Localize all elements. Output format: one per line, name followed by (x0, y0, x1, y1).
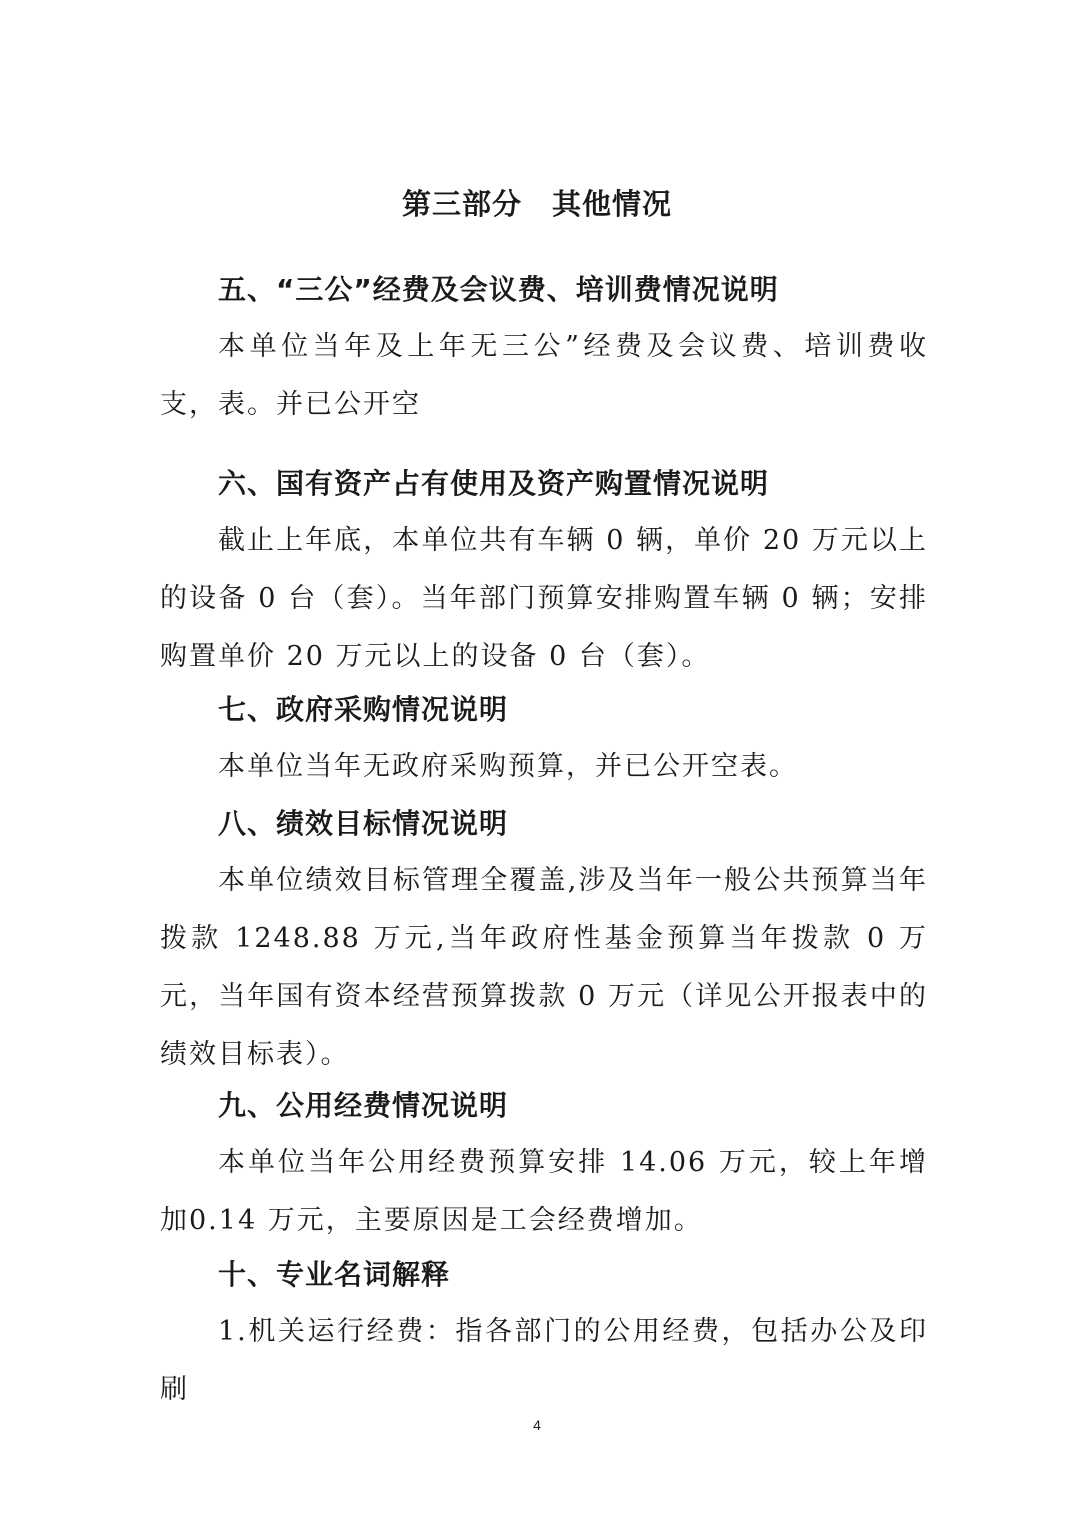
section-paragraph-6: 截止上年底，本单位共有车辆 0 辆，单价 20 万元以上的设备 0 台（套）。当年部门预算安排购置车辆 0 辆；安排购置单价 20 万元以上的设备 0 台（套）。 (160, 525, 928, 672)
section-heading-10: 十、专业名词解释 (218, 1258, 451, 1291)
section-paragraph-7: 本单位当年无政府采购预算，并已公开空表。 (218, 751, 798, 782)
part-title: 第三部分 其他情况 (401, 187, 672, 221)
section-paragraph-8: 本单位绩效目标管理全覆盖,涉及当年一般公共预算当年拨款 1248.88 万元,当年政府性基金预算当年拨款 0 万元，当年国有资本经营预算拨款 0 万元（详见公开报表中的绩效目标表）。 (160, 865, 928, 1070)
section-heading-5: 五、“三公”经费及会议费、培训费情况说明 (218, 273, 779, 306)
section-paragraph-10: 1.机关运行经费：指各部门的公用经费，包括办公及印刷 (160, 1316, 928, 1405)
page-number: 4 (533, 1417, 541, 1433)
section-heading-9: 九、公用经费情况说明 (218, 1089, 509, 1122)
section-heading-6: 六、国有资产占有使用及资产购置情况说明 (218, 467, 770, 500)
section-heading-8: 八、绩效目标情况说明 (218, 807, 509, 840)
section-paragraph-9: 本单位当年公用经费预算安排 14.06 万元，较上年增加0.14 万元，主要原因是工会经费增加。 (160, 1147, 928, 1236)
section-heading-7: 七、政府采购情况说明 (218, 693, 509, 726)
section-paragraph-5: 本单位当年及上年无三公”经费及会议费、培训费收支，表。并已公开空 (160, 331, 928, 420)
